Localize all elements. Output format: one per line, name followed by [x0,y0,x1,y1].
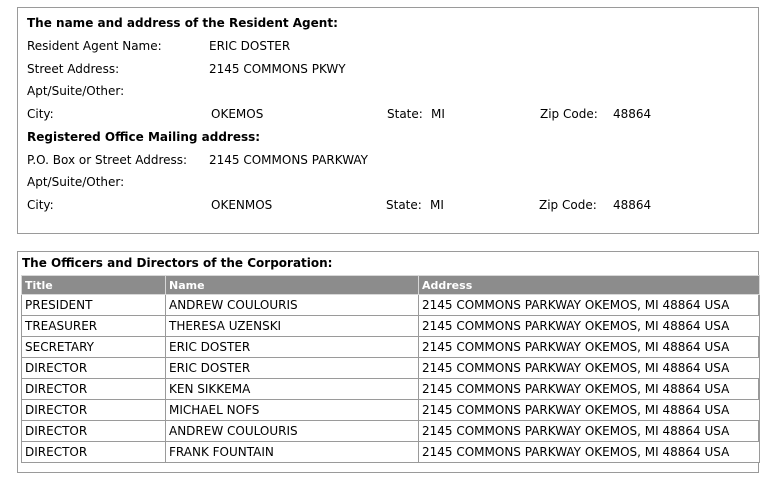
officer-title: DIRECTOR [22,421,166,442]
resident-agent-city-label: City: [27,107,54,121]
officer-address: 2145 COMMONS PARKWAY OKEMOS, MI 48864 USA [419,442,760,463]
table-row [22,337,760,358]
table-row [22,358,760,379]
officer-title: DIRECTOR [22,442,166,463]
column-header-address: Address [419,276,760,295]
officer-name: ERIC DOSTER [166,337,419,358]
resident-agent-name-value: ERIC DOSTER [209,39,291,53]
officer-address: 2145 COMMONS PARKWAY OKEMOS, MI 48864 USA [419,337,760,358]
table-row [22,442,760,463]
officer-address: 2145 COMMONS PARKWAY OKEMOS, MI 48864 USA [419,358,760,379]
column-header-title: Title [22,276,166,295]
mailing-city-value: OKENMOS [211,198,273,212]
officer-address: 2145 COMMONS PARKWAY OKEMOS, MI 48864 USA [419,379,760,400]
officer-address: 2145 COMMONS PARKWAY OKEMOS, MI 48864 USA [419,316,760,337]
officer-title: SECRETARY [22,337,166,358]
officer-title: TREASURER [22,316,166,337]
table-row [22,295,760,316]
officer-address: 2145 COMMONS PARKWAY OKEMOS, MI 48864 USA [419,421,760,442]
officer-name: ERIC DOSTER [166,358,419,379]
resident-agent-state-value: MI [431,107,445,121]
resident-agent-name-label: Resident Agent Name: [27,39,162,53]
resident-agent-city-value: OKEMOS [211,107,264,121]
mailing-zip-label: Zip Code: [539,198,597,212]
mailing-city-label: City: [27,198,54,212]
mailing-state-value: MI [430,198,444,212]
mailing-zip-value: 48864 [613,198,652,212]
officer-title: PRESIDENT [22,295,166,316]
officer-title: DIRECTOR [22,379,166,400]
officer-name: THERESA UZENSKI [166,316,419,337]
resident-agent-heading: The name and address of the Resident Agent: [27,16,338,30]
table-row [22,316,760,337]
officer-name: FRANK FOUNTAIN [166,442,419,463]
officer-address: 2145 COMMONS PARKWAY OKEMOS, MI 48864 USA [419,295,760,316]
officers-panel [17,251,759,473]
officer-address: 2145 COMMONS PARKWAY OKEMOS, MI 48864 USA [419,400,760,421]
officer-name: ANDREW COULOURIS [166,421,419,442]
officer-name: MICHAEL NOFS [166,400,419,421]
mailing-street-value: 2145 COMMONS PARKWAY [209,153,369,167]
resident-agent-street-value: 2145 COMMONS PKWY [209,62,346,76]
table-row [22,400,760,421]
resident-agent-state-label: State: [387,107,423,121]
resident-agent-zip-label: Zip Code: [540,107,598,121]
mailing-address-heading: Registered Office Mailing address: [27,130,261,144]
officer-name: ANDREW COULOURIS [166,295,419,316]
officer-name: KEN SIKKEMA [166,379,419,400]
resident-agent-panel [17,7,759,234]
officer-title: DIRECTOR [22,400,166,421]
officers-table [21,275,760,463]
table-row [22,421,760,442]
mailing-apt-label: Apt/Suite/Other: [27,175,125,189]
resident-agent-zip-value: 48864 [613,107,652,121]
mailing-state-label: State: [386,198,422,212]
officers-heading: The Officers and Directors of the Corporation: [22,256,333,270]
officers-table-header-row [22,276,760,295]
officer-title: DIRECTOR [22,358,166,379]
table-row [22,379,760,400]
resident-agent-street-label: Street Address: [27,62,120,76]
resident-agent-apt-label: Apt/Suite/Other: [27,84,125,98]
mailing-street-label: P.O. Box or Street Address: [27,153,188,167]
column-header-name: Name [166,276,419,295]
